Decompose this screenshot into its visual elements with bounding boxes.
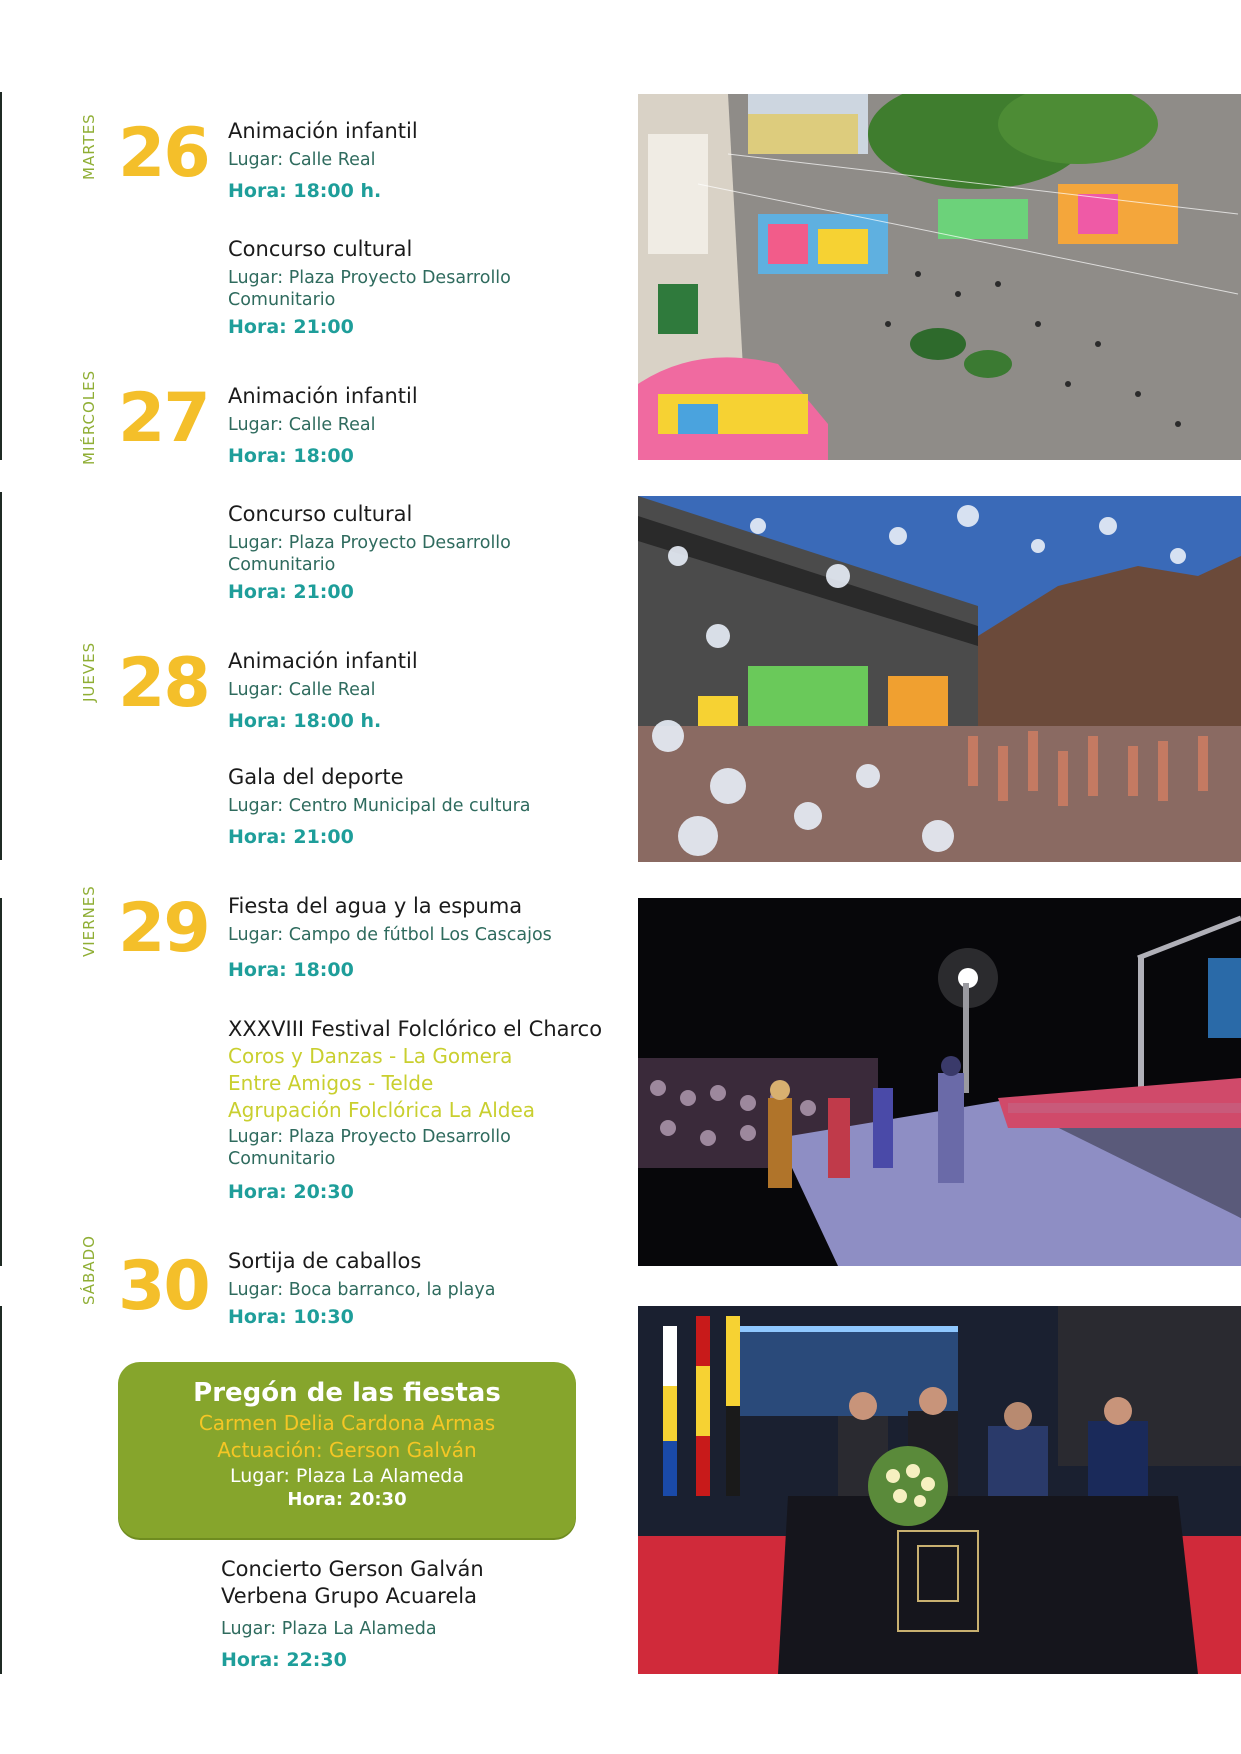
event-title: Concurso cultural <box>228 237 413 261</box>
event-group: Coros y Danzas - La Gomera <box>228 1044 513 1068</box>
pregon-speaker: Carmen Delia Cardona Armas <box>198 1411 496 1435</box>
event-time: Hora: 21:00 <box>228 581 354 603</box>
event-place: Lugar: Campo de fútbol Los Cascajos <box>228 925 552 945</box>
day-number: 26 <box>118 114 209 193</box>
event-29a <box>228 893 628 982</box>
event-time: Hora: 21:00 <box>228 826 354 848</box>
event-time: Hora: 10:30 <box>228 1306 354 1328</box>
event-title: Animación infantil <box>228 119 418 143</box>
photo-children-play <box>638 94 1241 460</box>
event-26a <box>228 118 628 203</box>
edge-line <box>0 898 2 1266</box>
event-time: Hora: 18:00 h. <box>228 710 382 732</box>
day-number: 30 <box>118 1247 209 1326</box>
photo-foam-party <box>638 496 1241 862</box>
event-place: Lugar: Calle Real <box>228 150 376 170</box>
event-place: Lugar: Plaza Proyecto Desarrollo Comunitario <box>228 533 511 575</box>
edge-line <box>0 492 2 860</box>
weekday-label: SÁBADO <box>80 1235 98 1305</box>
weekday-label: MIÉRCOLES <box>80 369 98 465</box>
event-28a <box>228 648 628 733</box>
event-26b <box>228 236 558 339</box>
event-place: Lugar: Calle Real <box>228 415 376 435</box>
edge-line <box>0 1306 2 1674</box>
event-title: Animación infantil <box>228 384 418 408</box>
event-title: Verbena Grupo Acuarela <box>221 1584 477 1608</box>
event-place: Lugar: Plaza La Alameda <box>221 1619 437 1639</box>
event-title: Concurso cultural <box>228 502 413 526</box>
edge-line <box>0 92 2 460</box>
event-title: Fiesta del agua y la espuma <box>228 894 523 918</box>
event-time: Hora: 18:00 <box>228 445 354 467</box>
event-place: Lugar: Plaza Proyecto Desarrollo Comunitario <box>228 268 511 310</box>
event-title: XXXVIII Festival Folclórico el Charco <box>228 1017 603 1041</box>
photo-pregon-ceremony <box>638 1306 1241 1674</box>
day-number: 29 <box>118 889 209 968</box>
event-time: Hora: 21:00 <box>228 316 354 338</box>
event-29b <box>228 1016 638 1204</box>
event-group: Entre Amigos - Telde <box>228 1071 434 1095</box>
event-30c <box>221 1556 621 1672</box>
event-27b <box>228 501 558 604</box>
day-number: 28 <box>118 644 209 723</box>
pregon-box <box>118 1362 576 1538</box>
weekday-label: JUEVES <box>80 641 98 702</box>
event-28b <box>228 764 628 849</box>
event-time: Hora: 22:30 <box>221 1649 347 1671</box>
event-time: Hora: 18:00 h. <box>228 180 382 202</box>
event-time: Hora: 20:30 <box>228 1181 354 1203</box>
pregon-time: Hora: 20:30 <box>287 1489 407 1510</box>
photo-folk-festival <box>638 898 1241 1266</box>
event-title: Concierto Gerson Galván <box>221 1557 484 1581</box>
event-place: Lugar: Calle Real <box>228 680 376 700</box>
event-27a <box>228 383 628 468</box>
event-title: Animación infantil <box>228 649 418 673</box>
event-place: Lugar: Centro Municipal de cultura <box>228 796 531 816</box>
event-group: Agrupación Folclórica La Aldea <box>228 1098 536 1122</box>
pregon-title: Pregón de las fiestas <box>193 1378 501 1408</box>
day-number: 27 <box>118 379 209 458</box>
event-time: Hora: 18:00 <box>228 959 354 981</box>
event-title: Gala del deporte <box>228 765 404 789</box>
event-title: Sortija de caballos <box>228 1249 422 1273</box>
weekday-label: MARTES <box>80 113 98 180</box>
event-place: Lugar: Boca barranco, la playa <box>228 1280 496 1300</box>
weekday-label: VIERNES <box>80 885 98 957</box>
pregon-place: Lugar: Plaza La Alameda <box>229 1465 465 1487</box>
event-30a <box>228 1248 628 1329</box>
pregon-performance: Actuación: Gerson Galván <box>217 1438 477 1462</box>
event-place: Lugar: Plaza Proyecto Desarrollo Comunitario <box>228 1127 511 1169</box>
